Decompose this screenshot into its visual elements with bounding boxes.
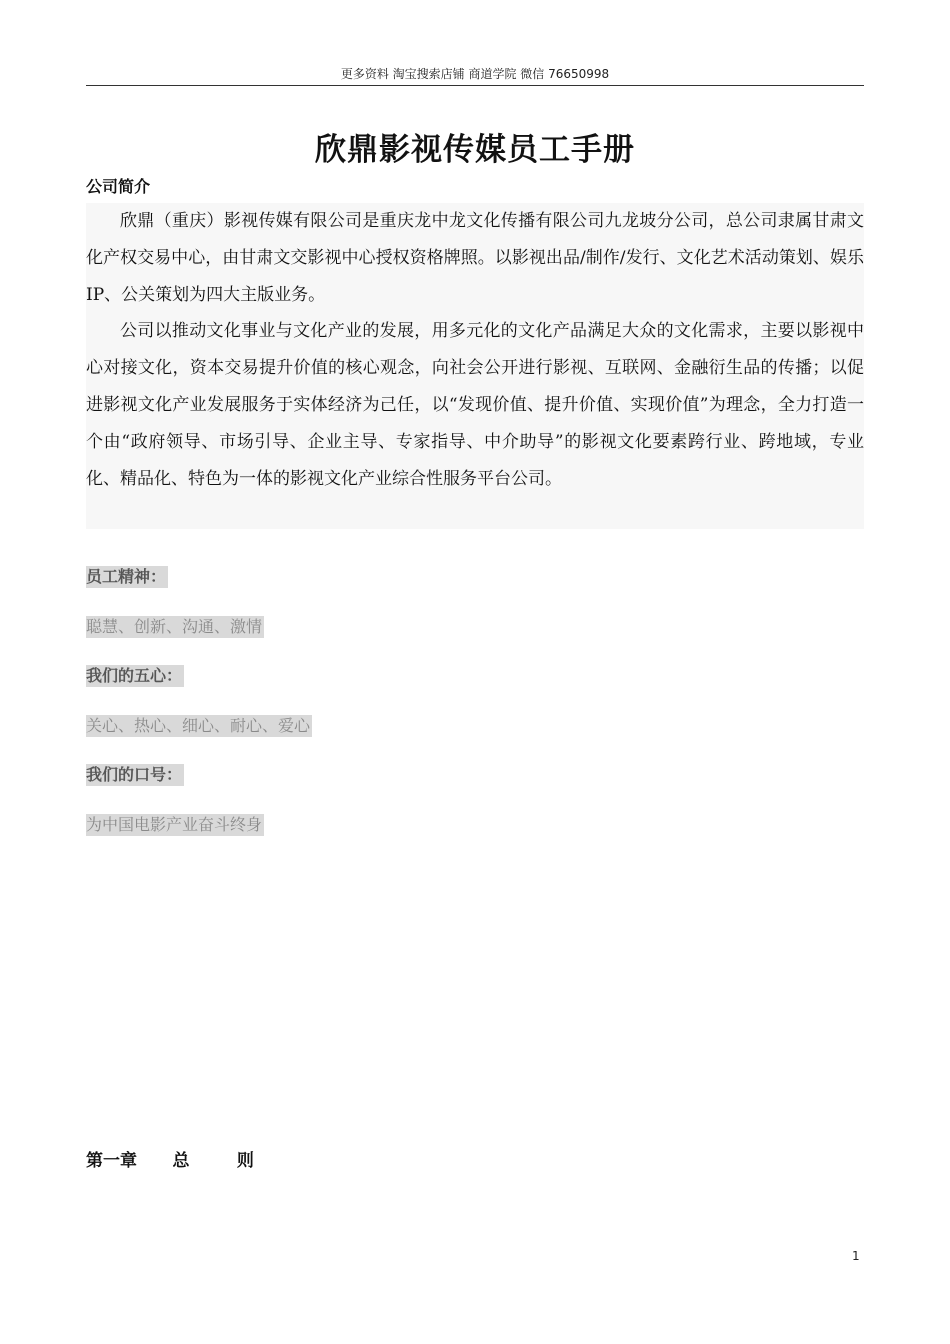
page-header: 更多资料 淘宝搜索店铺 商道学院 微信 76650998 — [86, 66, 864, 86]
intro-paragraph: 欣鼎（重庆）影视传媒有限公司是重庆龙中龙文化传播有限公司九龙坡分公司，总公司隶属甘肃文化产权交易中心，由甘肃文交影视中心授权资格牌照。以影视出品/制作/发行、文化艺术活动策划、娱乐IP、公关策划为四大主版业务。 — [86, 211, 864, 305]
document-title: 欣鼎影视传媒员工手册 — [315, 132, 635, 168]
five-hearts-value: 关心、热心、细心、耐心、爱心 — [86, 716, 311, 735]
spirit-label: 员工精神： — [86, 567, 167, 586]
chapter-heading: 第一章 总 则 — [86, 1151, 254, 1171]
intro-label: 公司简介 — [86, 177, 151, 196]
slogan-label: 我们的口号： — [86, 765, 183, 784]
intro-paragraph: 公司以推动文化事业与文化产业的发展，用多元化的文化产品满足大众的文化需求，主要以影视中心对接文化，资本交易提升价值的核心观念，向社会公开进行影视、互联网、金融衍生品的传播；以促进影视文化产业发展服务于实体经济为己任，以“发现价值、提升价值、实现价值”为理念，全力打造一个由“政府领导、市场引导、企业主导、专家指导、中介助导”的影视文化要素跨行业、跨地域，专业化、精品化、特色为一体的影视文化产业综合性服务平台公司。 — [86, 321, 864, 489]
five-hearts-label: 我们的五心： — [86, 666, 183, 685]
slogan-value: 为中国电影产业奋斗终身 — [86, 815, 263, 834]
spirit-value: 聪慧、创新、沟通、激情 — [86, 617, 263, 636]
company-intro — [86, 203, 864, 529]
page-number: 1 — [852, 1249, 860, 1263]
